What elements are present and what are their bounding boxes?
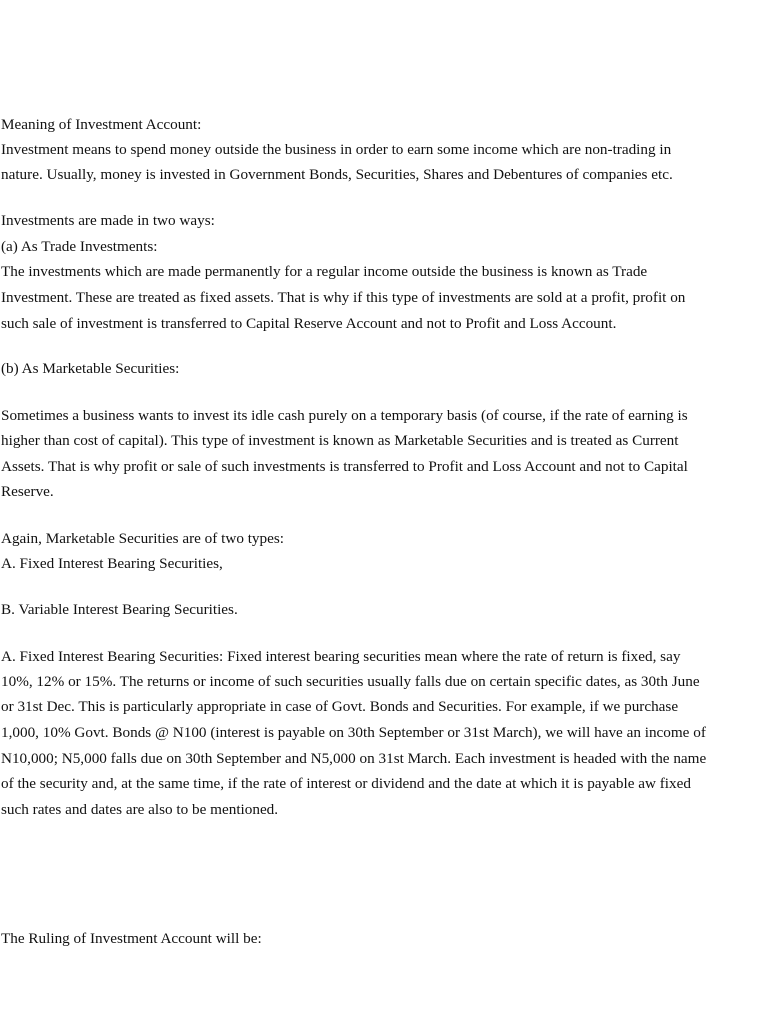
list-item: B. Variable Interest Bearing Securities. (1, 601, 238, 618)
paragraph-line: 10%, 12% or 15%. The returns or income of such securities usually falls due on certain specific dates, as 30th June (1, 673, 700, 690)
paragraph-line: Sometimes a business wants to invest its idle cash purely on a temporary basis (of course, if the rate of earning is (1, 407, 688, 424)
paragraph-line: Investment. These are treated as fixed assets. That is why if this type of investments are sold at a profit, profit on (1, 289, 686, 306)
paragraph-line: nature. Usually, money is invested in Government Bonds, Securities, Shares and Debentures of companies etc. (1, 166, 673, 183)
paragraph-line: A. Fixed Interest Bearing Securities: Fixed interest bearing securities mean where the rate of return is fixed, say (1, 648, 681, 665)
paragraph-line: Reserve. (1, 483, 54, 500)
list-item: A. Fixed Interest Bearing Securities, (1, 555, 223, 572)
paragraph-line: or 31st Dec. This is particularly appropriate in case of Govt. Bonds and Securities. For example, if we purchase (1, 698, 679, 715)
closing-heading: The Ruling of Investment Account will be: (1, 930, 262, 947)
paragraph-line: N10,000; N5,000 falls due on 30th September and N5,000 on 31st March. Each investment is headed with the name (1, 750, 707, 767)
subheading: Again, Marketable Securities are of two types: (1, 530, 284, 547)
subheading: (b) As Marketable Securities: (1, 360, 180, 377)
paragraph-line: such rates and dates are also to be mentioned. (1, 801, 279, 818)
paragraph-line: Investment means to spend money outside the business in order to earn some income which are non-trading in (1, 141, 672, 158)
paragraph-line: Assets. That is why profit or sale of such investments is transferred to Profit and Loss Account and not to Capital (1, 458, 688, 475)
paragraph-line: of the security and, at the same time, if the rate of interest or dividend and the date at which it is payable aw fixed (1, 775, 691, 792)
paragraph-line: such sale of investment is transferred to Capital Reserve Account and not to Profit and Loss Account. (1, 315, 617, 332)
subheading: (a) As Trade Investments: (1, 238, 158, 255)
section-heading: Meaning of Investment Account: (1, 116, 202, 133)
subheading: Investments are made in two ways: (1, 212, 215, 229)
paragraph-line: 1,000, 10% Govt. Bonds @ N100 (interest is payable on 30th September or 31st March), we will have an income of (1, 724, 706, 741)
paragraph-line: higher than cost of capital). This type of investment is known as Marketable Securities and is treated as Current (1, 432, 679, 449)
paragraph-line: The investments which are made permanently for a regular income outside the business is known as Trade (1, 263, 648, 280)
